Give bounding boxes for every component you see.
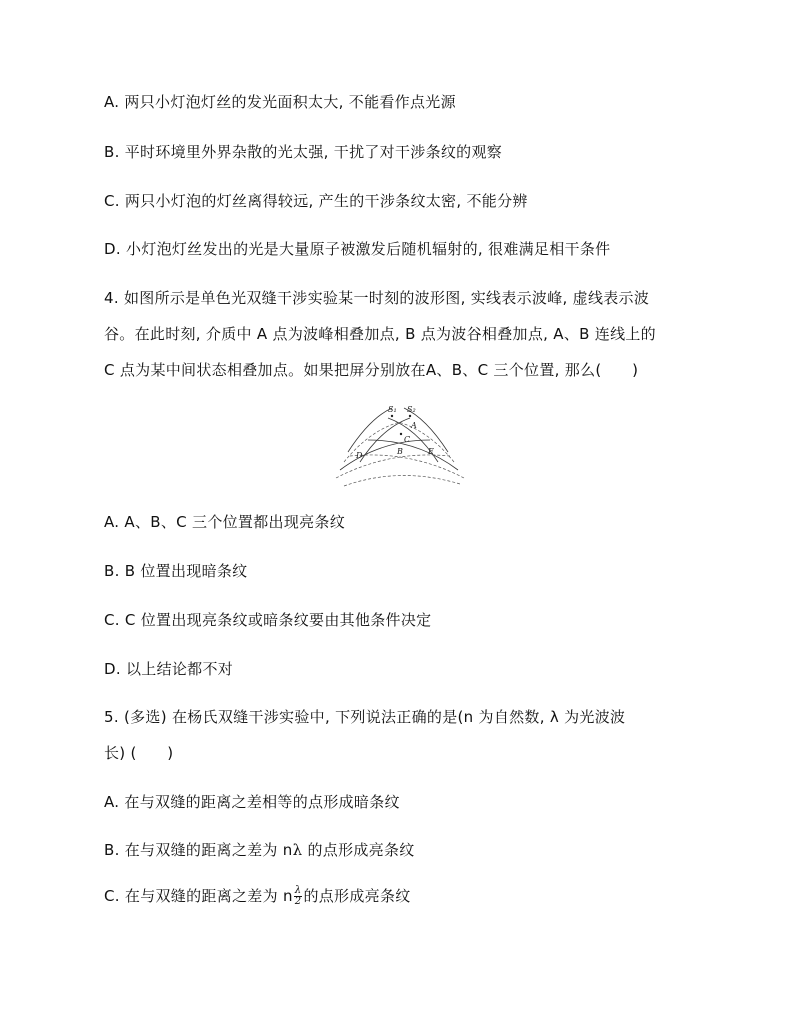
question-4-line-1: 4. 如图所示是单色光双缝干涉实验某一时刻的波形图, 实线表示波峰, 虚线表示波 — [104, 289, 650, 307]
label-d: D — [356, 451, 363, 460]
option-a-q5: A. 在与双缝的距离之差相等的点形成暗条纹 — [104, 793, 400, 811]
option-c-q5-prefix: C. 在与双缝的距离之差为 n — [104, 887, 293, 905]
label-c: C — [404, 435, 411, 444]
option-b-q3: B. 平时环境里外界杂散的光太强, 干扰了对干涉条纹的观察 — [104, 143, 503, 161]
label-b: B — [397, 447, 403, 456]
option-b-q5-prefix: B. 在与双缝的距离之差为 n — [104, 841, 293, 859]
option-c-q5 — [104, 886, 411, 907]
source-s1-point — [391, 415, 393, 417]
option-d-q4: D. 以上结论都不对 — [104, 660, 234, 678]
interference-figure — [330, 400, 470, 495]
label-a: A — [411, 421, 417, 430]
question-4-line-2: 谷。在此时刻, 介质中 A 点为波峰相叠加点, B 点为波谷相叠加点, A、B 连线上的 — [104, 325, 656, 343]
point-c-dot — [400, 433, 402, 435]
fraction-numerator: λ — [294, 885, 302, 896]
label-s1: S₁ — [388, 405, 397, 414]
label-e: E — [428, 447, 434, 456]
option-b-q5 — [104, 840, 415, 860]
fraction-denominator: 2 — [294, 896, 302, 907]
source-s2-point — [409, 415, 411, 417]
option-c-q5-suffix: 的点形成亮条纹 — [303, 887, 411, 905]
lambda-symbol: λ — [292, 841, 303, 859]
option-d-q3: D. 小灯泡灯丝发出的光是大量原子被激发后随机辐射的, 很难满足相干条件 — [104, 240, 611, 258]
option-c-q3: C. 两只小灯泡的灯丝离得较远, 产生的干涉条纹太密, 不能分辨 — [104, 192, 528, 210]
option-a-q4: A. A、B、C 三个位置都出现亮条纹 — [104, 513, 346, 531]
option-a-q3: A. 两只小灯泡灯丝的发光面积太大, 不能看作点光源 — [104, 93, 456, 111]
lambda-over-two-fraction — [294, 886, 303, 907]
question-5-line-2: 长) ( ) — [104, 744, 174, 762]
label-s2: S₂ — [407, 405, 416, 414]
question-5-line-1: 5. (多选) 在杨氏双缝干涉实验中, 下列说法正确的是(n 为自然数, λ 为光波波 — [104, 708, 626, 726]
option-c-q4: C. C 位置出现亮条纹或暗条纹要由其他条件决定 — [104, 611, 432, 629]
question-4-line-3: C 点为某中间状态相叠加点。如果把屏分别放在A、B、C 三个位置, 那么( ) — [104, 361, 639, 379]
option-b-q4: B. B 位置出现暗条纹 — [104, 562, 248, 580]
option-b-q5-suffix: 的点形成亮条纹 — [302, 841, 415, 859]
